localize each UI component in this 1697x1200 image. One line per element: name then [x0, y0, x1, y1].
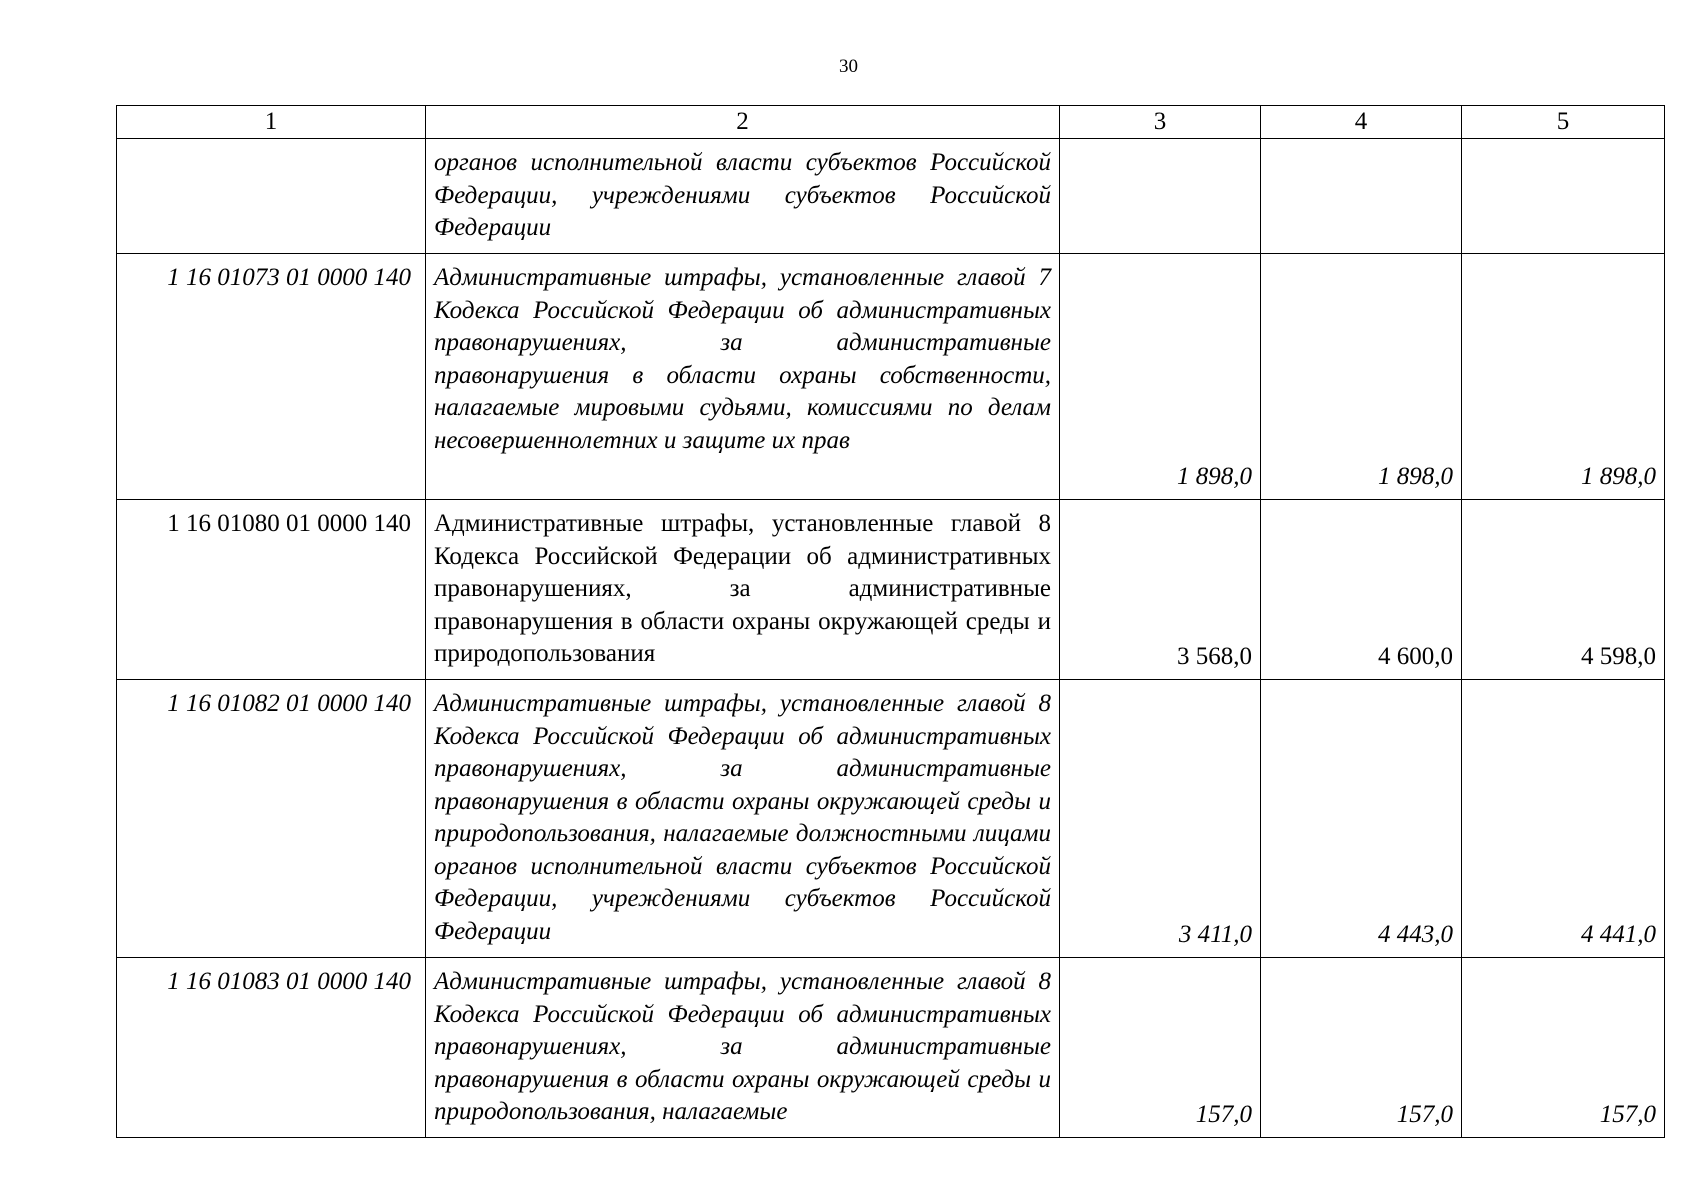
row-description: Административные штрафы, установленные главой 8 Кодекса Российской Федерации об административных правонарушениях, за административные правонарушения в области охраны окружающей среды и природопользования, налагаемые должностными лицами органов исполнительной власти субъектов Российской Федерации, учреждениями субъектов Российской Федерации: [426, 680, 1060, 958]
row-value-col4: 4 600,0: [1261, 500, 1462, 680]
column-header-2: 2: [426, 106, 1060, 139]
row-value-col3: [1060, 139, 1261, 254]
budget-table: [116, 105, 1665, 1138]
table-row: [117, 139, 1665, 254]
page-number: 30: [839, 56, 858, 77]
row-value-col3: 1 898,0: [1060, 254, 1261, 500]
row-value-col5: 4 441,0: [1462, 680, 1665, 958]
row-value-col4: 4 443,0: [1261, 680, 1462, 958]
row-value-col5: 157,0: [1462, 958, 1665, 1138]
row-value-col4: 157,0: [1261, 958, 1462, 1138]
row-value-col4: 1 898,0: [1261, 254, 1462, 500]
row-code: [117, 139, 426, 254]
row-value-col3: 157,0: [1060, 958, 1261, 1138]
column-header-1: 1: [117, 106, 426, 139]
row-value-col5: 4 598,0: [1462, 500, 1665, 680]
row-value-col4: [1261, 139, 1462, 254]
row-value-col5: [1462, 139, 1665, 254]
row-value-col5: 1 898,0: [1462, 254, 1665, 500]
row-code: 1 16 01080 01 0000 140: [117, 500, 426, 680]
row-code: 1 16 01082 01 0000 140: [117, 680, 426, 958]
row-description: органов исполнительной власти субъектов Российской Федерации, учреждениями субъектов Российской Федерации: [426, 139, 1060, 254]
row-description: Административные штрафы, установленные главой 8 Кодекса Российской Федерации об административных правонарушениях, за административные правонарушения в области охраны окружающей среды и природопользования: [426, 500, 1060, 680]
column-header-3: 3: [1060, 106, 1261, 139]
column-header-4: 4: [1261, 106, 1462, 139]
row-value-col3: 3 411,0: [1060, 680, 1261, 958]
table-row: [117, 500, 1665, 680]
row-value-col3: 3 568,0: [1060, 500, 1261, 680]
column-header-5: 5: [1462, 106, 1665, 139]
table-header-row: [117, 106, 1665, 139]
row-code: 1 16 01073 01 0000 140: [117, 254, 426, 500]
table-row: [117, 958, 1665, 1138]
row-description: Административные штрафы, установленные главой 8 Кодекса Российской Федерации об административных правонарушениях, за административные правонарушения в области охраны окружающей среды и природопользования, налагаемые: [426, 958, 1060, 1138]
row-code: 1 16 01083 01 0000 140: [117, 958, 426, 1138]
table-row: [117, 254, 1665, 500]
row-description: Административные штрафы, установленные главой 7 Кодекса Российской Федерации об административных правонарушениях, за административные правонарушения в области охраны собственности, налагаемые мировыми судьями, комиссиями по делам несовершеннолетних и защите их прав: [426, 254, 1060, 500]
table-row: [117, 680, 1665, 958]
